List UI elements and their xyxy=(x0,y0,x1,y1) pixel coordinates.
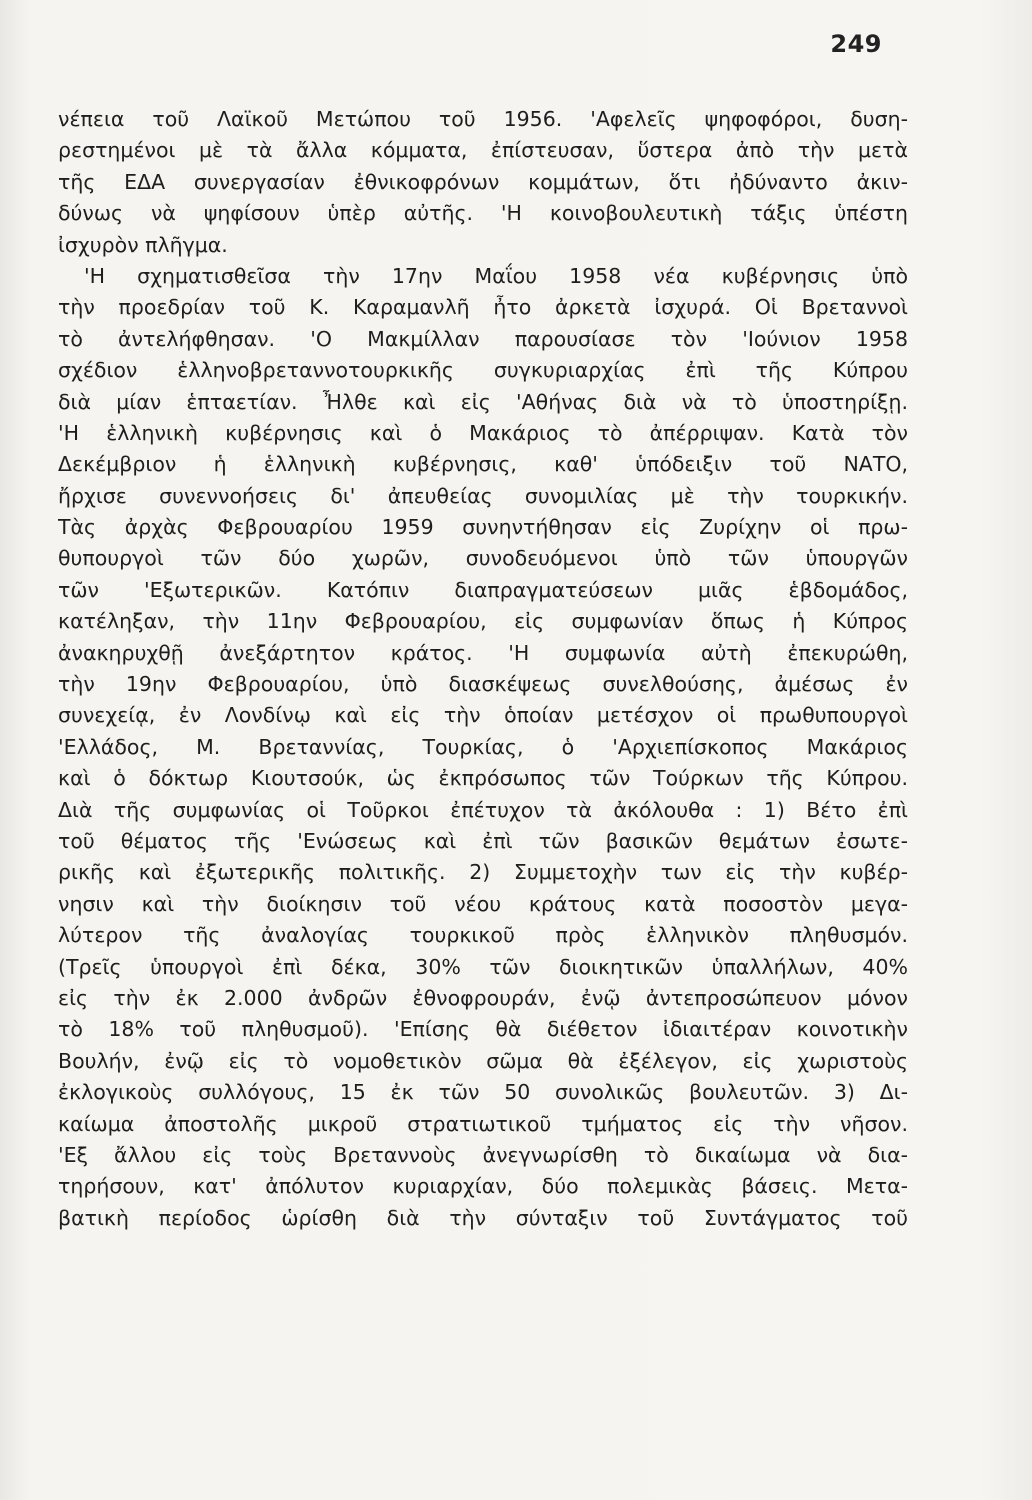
text-line: τηρήσουν, κατ' ἀπόλυτον κυριαρχίαν, δύο πολεμικὰς βάσεις. Μετα- xyxy=(58,1174,908,1199)
text-line: καὶ ὁ δόκτωρ Κιουτσούκ, ὡς ἐκπρόσωπος τῶν Τούρκων τῆς Κύπρου. xyxy=(58,766,908,791)
text-line: λύτερον τῆς ἀναλογίας τουρκικοῦ πρὸς ἑλληνικὸν πληθυσμόν. xyxy=(58,923,908,948)
text-line: τῶν 'Εξωτερικῶν. Κατόπιν διαπραγματεύσεων μιᾶς ἑβδομάδος, xyxy=(58,577,908,602)
text-line: ἐκλογικοὺς συλλόγους, 15 ἐκ τῶν 50 συνολικῶς βουλευτῶν. 3) Δι- xyxy=(58,1080,908,1105)
text-line: τὴν 19ην Φεβρουαρίου, ὑπὸ διασκέψεως συνελθούσης, ἀμέσως ἐν xyxy=(58,672,908,697)
text-line: Δεκέμβριον ἡ ἑλληνικὴ κυβέρνησις, καθ' ὑπόδειξιν τοῦ ΝΑΤΟ, xyxy=(58,452,908,477)
text-line: 'Η ἑλληνικὴ κυβέρνησις καὶ ὁ Μακάριος τὸ ἀπέρριψαν. Κατὰ τὸν xyxy=(58,420,908,445)
text-line: τὸ ἀντελήφθησαν. 'Ο Μακμίλλαν παρουσίασε τὸν 'Ιούνιον 1958 xyxy=(58,326,908,351)
text-line: διὰ μίαν ἑπταετίαν. Ἦλθε καὶ εἰς 'Αθήνας διὰ νὰ τὸ ὑποστηρίξῃ. xyxy=(58,389,908,414)
text-line: τοῦ θέματος τῆς 'Ενώσεως καὶ ἐπὶ τῶν βασικῶν θεμάτων ἐσωτε- xyxy=(58,828,908,853)
text-line: κατέληξαν, τὴν 11ην Φεβρουαρίου, εἰς συμφωνίαν ὅπως ἡ Κύπρος xyxy=(58,609,908,634)
text-line: νέπεια τοῦ Λαϊκοῦ Μετώπου τοῦ 1956. 'Αφελεῖς ψηφοφόροι, δυση- xyxy=(58,107,908,131)
body-text xyxy=(58,104,908,1234)
text-line: τῆς ΕΔΑ συνεργασίαν ἐθνικοφρόνων κομμάτων, ὅτι ἠδύναντο ἀκιν- xyxy=(58,169,908,194)
page-number: 249 xyxy=(830,30,882,58)
text-line: (Τρεῖς ὑπουργοὶ ἐπὶ δέκα, 30% τῶν διοικητικῶν ὑπαλλήλων, 40% xyxy=(58,954,908,979)
text-line: Βουλήν, ἐνῷ εἰς τὸ νομοθετικὸν σῶμα θὰ ἐξέλεγον, εἰς χωριστοὺς xyxy=(58,1048,908,1073)
text-line: βατικὴ περίοδος ὡρίσθη διὰ τὴν σύνταξιν τοῦ Συντάγματος τοῦ xyxy=(58,1205,908,1230)
text-line: εἰς τὴν ἐκ 2.000 ἀνδρῶν ἐθνοφρουράν, ἐνῷ ἀντεπροσώπευον μόνον xyxy=(58,985,908,1010)
text-line: 'Η σχηματισθεῖσα τὴν 17ην Μαΐου 1958 νέα κυβέρνησις ὑπὸ xyxy=(84,263,908,288)
text-line: δύνως νὰ ψηφίσουν ὑπὲρ αὐτῆς. 'Η κοινοβουλευτικὴ τάξις ὑπέστη xyxy=(58,201,908,226)
text-line: 'Ελλάδος, Μ. Βρεταννίας, Τουρκίας, ὁ 'Αρχιεπίσκοπος Μακάριος xyxy=(58,734,908,759)
text-line: τὸ 18% τοῦ πληθυσμοῦ). 'Επίσης θὰ διέθετον ἰδιαιτέραν κοινοτικὴν xyxy=(58,1017,908,1042)
text-line: 'Εξ ἄλλου εἰς τοὺς Βρεταννοὺς ἀνεγνωρίσθη τὸ δικαίωμα νὰ δια- xyxy=(58,1142,908,1167)
text-line: τὴν προεδρίαν τοῦ Κ. Καραμανλῆ ἦτο ἀρκετὰ ἰσχυρά. Οἱ Βρεταννοὶ xyxy=(58,295,908,320)
text-line: ρεστημένοι μὲ τὰ ἄλλα κόμματα, ἐπίστευσαν, ὕστερα ἀπὸ τὴν μετὰ xyxy=(58,138,908,163)
text-line: ρικῆς καὶ ἐξωτερικῆς πολιτικῆς. 2) Συμμετοχὴν των εἰς τὴν κυβέρ- xyxy=(58,860,908,885)
text-line: ἤρχισε συνεννοήσεις δι' ἀπευθείας συνομιλίας μὲ τὴν τουρκικήν. xyxy=(58,483,908,508)
text-line: συνεχείᾳ, ἐν Λονδίνῳ καὶ εἰς τὴν ὁποίαν μετέσχον οἱ πρωθυπουργοὶ xyxy=(58,703,908,728)
text-line: καίωμα ἀποστολῆς μικροῦ στρατιωτικοῦ τμήματος εἰς τὴν νῆσον. xyxy=(58,1111,908,1136)
text-line: ἀνακηρυχθῇ ἀνεξάρτητον κράτος. 'Η συμφωνία αὐτὴ ἐπεκυρώθη, xyxy=(58,640,908,665)
text-line: θυπουργοὶ τῶν δύο χωρῶν, συνοδευόμενοι ὑπὸ τῶν ὑπουργῶν xyxy=(58,546,908,571)
text-line: ἰσχυρὸν πλῆγμα. xyxy=(58,232,228,257)
text-line: Διὰ τῆς συμφωνίας οἱ Τοῦρκοι ἐπέτυχον τὰ ἀκόλουθα : 1) Βέτο ἐπὶ xyxy=(58,797,908,822)
text-line: νησιν καὶ τὴν διοίκησιν τοῦ νέου κράτους κατὰ ποσοστὸν μεγα- xyxy=(58,891,908,916)
text-line: σχέδιον ἑλληνοβρεταννοτουρκικῆς συγκυριαρχίας ἐπὶ τῆς Κύπρου xyxy=(58,358,908,383)
text-line: Τὰς ἀρχὰς Φεβρουαρίου 1959 συνηντήθησαν εἰς Ζυρίχην οἱ πρω- xyxy=(58,515,908,540)
